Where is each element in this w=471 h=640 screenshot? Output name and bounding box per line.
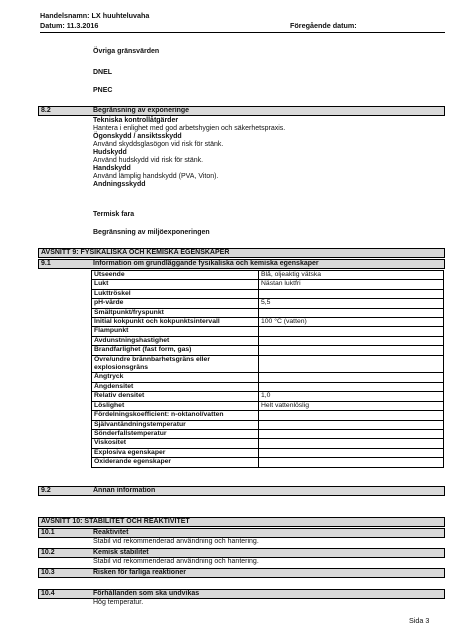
property-value — [259, 308, 444, 317]
table-row — [92, 336, 444, 345]
property-name: Självantändningstemperatur — [92, 420, 259, 429]
section-10-2-title: Kemisk stabilitet — [93, 549, 149, 556]
table-row — [92, 448, 444, 457]
property-value: 5,5 — [259, 299, 444, 308]
property-value: 1,0 — [259, 392, 444, 401]
table-row — [92, 439, 444, 448]
property-value — [259, 420, 444, 429]
section-8-2-bar — [38, 106, 445, 116]
property-name: Explosiva egenskaper — [92, 448, 259, 457]
property-name: Initial kokpunkt och kokpunktsintervall — [92, 318, 259, 327]
property-value — [259, 327, 444, 336]
pnec-label: PNEC — [93, 87, 113, 94]
exposure-line: Andningsskydd — [93, 181, 146, 189]
exposure-line: Använd hudskydd vid risk för stänk. — [93, 157, 204, 165]
table-row — [92, 308, 444, 317]
property-name: Smältpunkt/fryspunkt — [92, 308, 259, 317]
property-value — [259, 355, 444, 373]
property-name: Lukttröskel — [92, 289, 259, 298]
property-value: Blå, oljeaktig vätska — [259, 271, 444, 280]
property-name: Viskositet — [92, 439, 259, 448]
section-10-1-text: Stabil vid rekommenderad användning och hantering. — [93, 538, 259, 545]
exposure-line: Hudskydd — [93, 149, 127, 157]
table-row — [92, 401, 444, 410]
property-name: Lukt — [92, 280, 259, 289]
property-value — [259, 448, 444, 457]
section-10-4-number: 10.4 — [41, 590, 55, 597]
property-value: Nästan luktfri — [259, 280, 444, 289]
section-8-2-number: 8.2 — [41, 107, 51, 114]
property-name: Oxiderande egenskaper — [92, 458, 259, 467]
table-row — [92, 289, 444, 298]
property-name: Ångtryck — [92, 373, 259, 382]
property-name: pH-värde — [92, 299, 259, 308]
property-value — [259, 373, 444, 382]
section-10-4-text: Hög temperatur. — [93, 599, 144, 606]
property-name: Brandfarlighet (fast form, gas) — [92, 346, 259, 355]
section-9-1-bar — [38, 259, 445, 269]
section-10-2-bar — [38, 548, 445, 558]
exposure-line: Ögonskydd / ansiktsskydd — [93, 133, 182, 141]
property-name: Ångdensitet — [92, 382, 259, 391]
property-value — [259, 346, 444, 355]
section-10-3-number: 10.3 — [41, 569, 55, 576]
section-10-4-bar — [38, 589, 445, 599]
table-row — [92, 327, 444, 336]
section-10-1-bar — [38, 528, 445, 538]
properties-table — [91, 270, 444, 468]
section-8-2-title: Begränsning av exponeringe — [93, 107, 190, 114]
header-rule — [40, 32, 445, 33]
section-10-3-bar — [38, 568, 445, 578]
section-10-4-title: Förhållanden som ska undvikas — [93, 590, 200, 597]
table-row — [92, 355, 444, 373]
section-9-2-number: 9.2 — [41, 487, 51, 494]
property-name: Sönderfallstemperatur — [92, 429, 259, 438]
table-row — [92, 271, 444, 280]
exposure-line: Använd lämplig handskydd (PVA, Viton). — [93, 173, 219, 181]
exposure-line: Hantera i enlighet med god arbetshygien och säkerhetspraxis. — [93, 125, 286, 133]
section-9-title: AVSNITT 9: FYSIKALISKA OCH KEMISKA EGENSKAPER — [41, 249, 230, 256]
property-name: Avdunstningshastighet — [92, 336, 259, 345]
dnel-label: DNEL — [93, 69, 113, 76]
section-10-1-title: Reaktivitet — [93, 529, 129, 536]
exposure-line: Använd skyddsglasögon vid risk för stänk. — [93, 141, 224, 149]
section-10-2-number: 10.2 — [41, 549, 55, 556]
section-10-bar — [38, 517, 445, 527]
property-name: Övre/undre brännbarhetsgräns eller explosionsgräns — [92, 355, 259, 373]
section-10-2-text: Stabil vid rekommenderad användning och hantering. — [93, 558, 259, 565]
table-row — [92, 420, 444, 429]
property-value — [259, 336, 444, 345]
table-row — [92, 346, 444, 355]
property-name: Relativ densitet — [92, 392, 259, 401]
property-value — [259, 289, 444, 298]
property-name: Fördelningskoefficient: n-oktanol/vatten — [92, 411, 259, 420]
property-value — [259, 439, 444, 448]
page-number: Sida 3 — [409, 616, 430, 625]
exposure-line: Handskydd — [93, 165, 131, 173]
previous-date: Föregående datum: — [290, 21, 357, 30]
property-value: Helt vattenlöslig — [259, 401, 444, 410]
property-name: Utseende — [92, 271, 259, 280]
table-row — [92, 411, 444, 420]
section-9-2-title: Annan information — [93, 487, 156, 494]
section-9-2-bar — [38, 486, 445, 496]
exposure-line: Tekniska kontrollåtgärder — [93, 117, 179, 124]
section-9-bar — [38, 248, 445, 258]
table-row — [92, 373, 444, 382]
table-row — [92, 392, 444, 401]
thermal-hazard-label: Termisk fara — [93, 211, 135, 218]
table-row — [92, 299, 444, 308]
property-name: Löslighet — [92, 401, 259, 410]
table-row — [92, 280, 444, 289]
table-row — [92, 318, 444, 327]
table-row — [92, 458, 444, 467]
environmental-exposure-label: Begränsning av miljöexponeringen — [93, 229, 210, 236]
property-value — [259, 382, 444, 391]
property-value: 100 °C (vatten) — [259, 318, 444, 327]
product-name: Handelsnamn: LX huuhteluvaha — [40, 11, 150, 20]
other-limits-label: Övriga gränsvärden — [93, 48, 160, 55]
section-10-1-number: 10.1 — [41, 529, 55, 536]
document-date: Datum: 11.3.2016 — [40, 21, 99, 30]
table-row — [92, 382, 444, 391]
property-value — [259, 458, 444, 467]
property-value — [259, 411, 444, 420]
section-9-1-number: 9.1 — [41, 260, 51, 267]
section-10-title: AVSNITT 10: STABILITET OCH REAKTIVITET — [41, 518, 190, 525]
section-8-2-content — [93, 117, 285, 189]
property-name: Flampunkt — [92, 327, 259, 336]
table-row — [92, 429, 444, 438]
section-9-1-title: Information om grundläggande fysikaliska och kemiska egenskaper — [93, 260, 319, 267]
property-value — [259, 429, 444, 438]
section-10-3-title: Risken för farliga reaktioner — [93, 569, 186, 576]
